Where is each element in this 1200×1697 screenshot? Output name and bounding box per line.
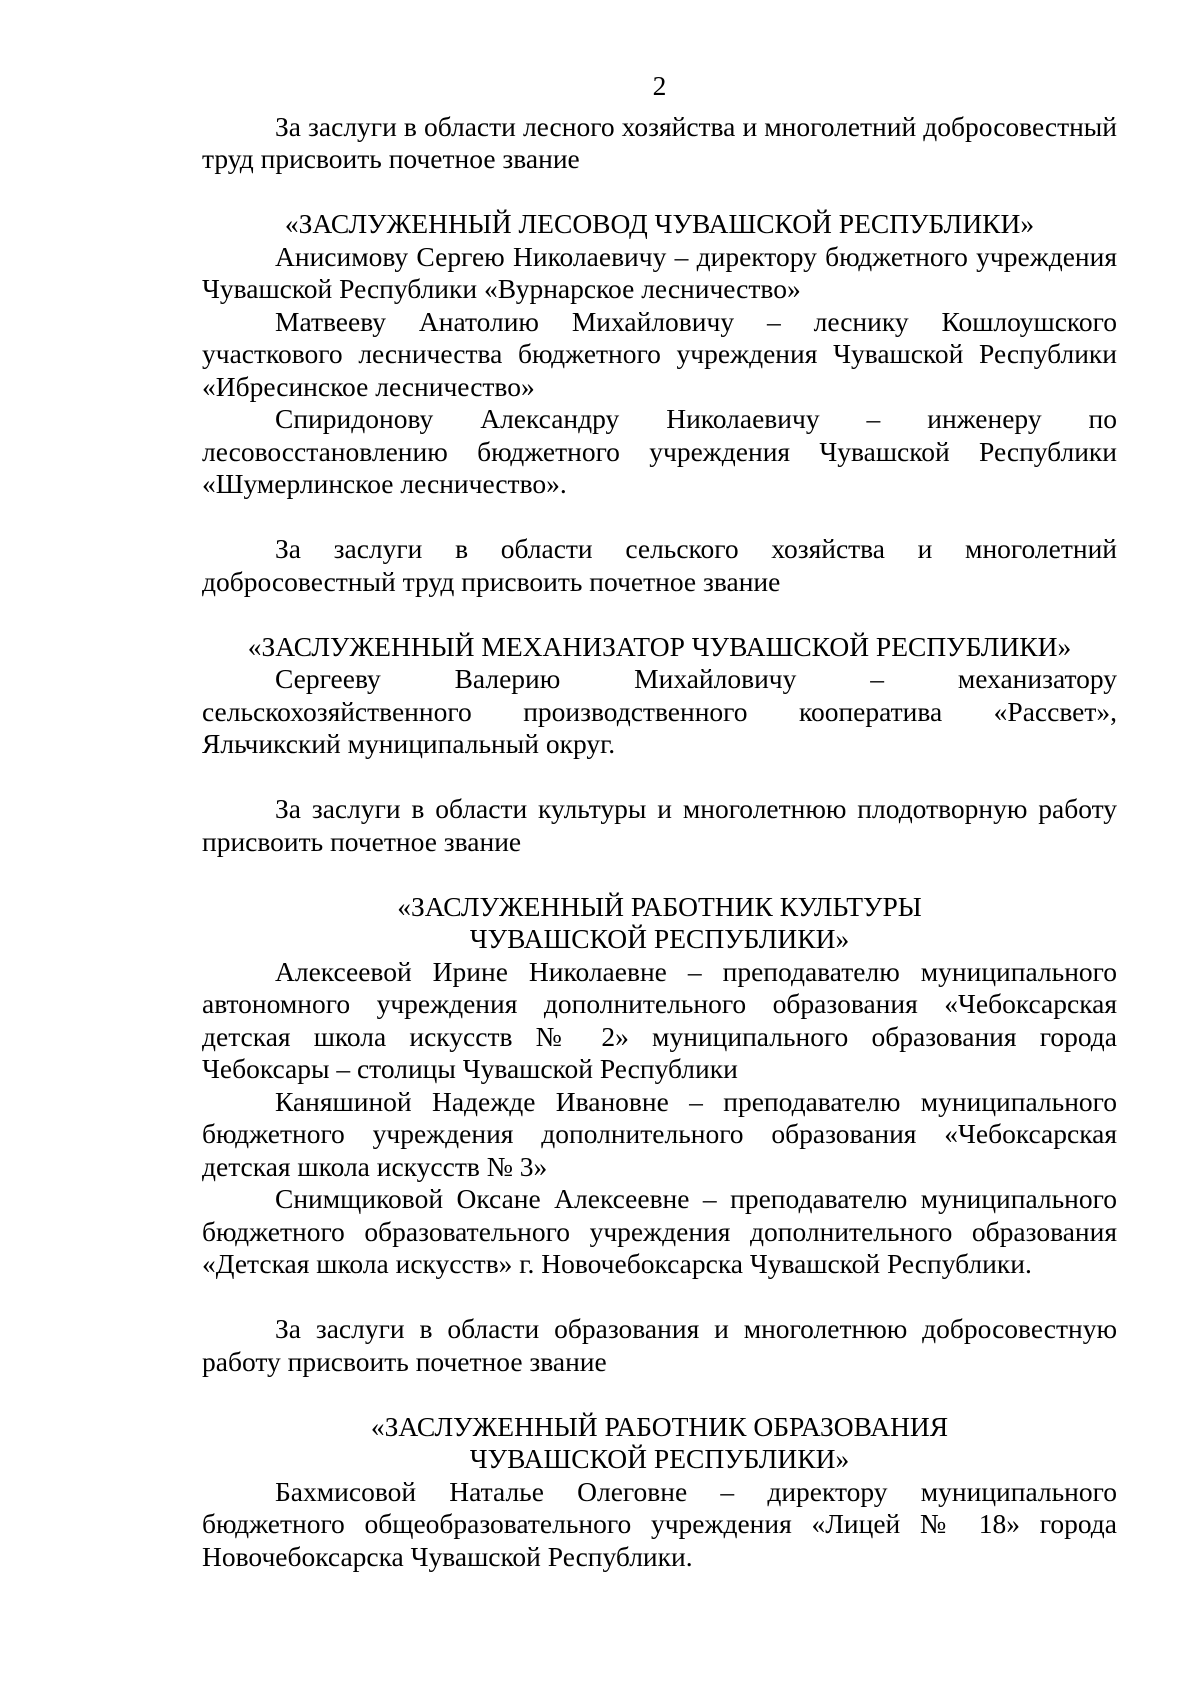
award-title bbox=[202, 1411, 1117, 1476]
section-intro: За заслуги в области лесного хозяйства и многолетний добросовестный труд присвоить почетное звание bbox=[202, 110, 1117, 174]
document-page bbox=[202, 70, 1117, 1573]
section-intro: За заслуги в области образования и многолетнюю добросовестную работу присвоить почетное звание bbox=[202, 1313, 1117, 1377]
awardee-entry: Спиридонову Александру Николаевичу – инженеру по лесовосстановлению бюджетного учреждения Чувашской Республики «Шумерлинское лесничество». bbox=[202, 403, 1117, 499]
award-section-forestry bbox=[202, 111, 1117, 501]
award-title-line: ЧУВАШСКОЙ РЕСПУБЛИКИ» bbox=[469, 1443, 850, 1474]
awardee-entry: Алексеевой Ирине Николаевне – преподавателю муниципального автономного учреждения дополнительного образования «Чебоксарская детская школа искусств № 2» муниципального образования города Чебоксары – столицы Чувашской Республики bbox=[202, 955, 1117, 1084]
award-title bbox=[202, 631, 1117, 664]
award-title-line: ЧУВАШСКОЙ РЕСПУБЛИКИ» bbox=[469, 923, 850, 954]
awardee-entry: Анисимову Сергею Николаевичу – директору бюджетного учреждения Чувашской Республики «Вурнарское лесничество» bbox=[202, 240, 1117, 304]
award-title-line: «ЗАСЛУЖЕННЫЙ РАБОТНИК КУЛЬТУРЫ bbox=[397, 890, 922, 922]
section-intro: За заслуги в области сельского хозяйства и многолетний добросовестный труд присвоить почетное звание bbox=[202, 533, 1117, 597]
award-section-culture bbox=[202, 793, 1117, 1281]
awardee-entry: Матвееву Анатолию Михайловичу – леснику Кошлоушского участкового лесничества бюджетного учреждения Чувашской Республики «Ибресинское лесничество» bbox=[202, 305, 1117, 402]
award-section-agriculture bbox=[202, 533, 1117, 761]
award-title-line: «ЗАСЛУЖЕННЫЙ РАБОТНИК ОБРАЗОВАНИЯ bbox=[370, 1410, 949, 1442]
award-title-line: «ЗАСЛУЖЕННЫЙ МЕХАНИЗАТОР ЧУВАШСКОЙ РЕСПУБЛИКИ» bbox=[247, 630, 1072, 662]
section-intro: За заслуги в области культуры и многолетнюю плодотворную работу присвоить почетное звание bbox=[202, 793, 1117, 857]
awardee-entry: Снимщиковой Оксане Алексеевне – преподавателю муниципального бюджетного образовательного учреждения дополнительного образования «Детская школа искусств» г. Новочебоксарска Чувашской Республики. bbox=[202, 1183, 1117, 1279]
award-title bbox=[202, 208, 1117, 241]
awardee-entry: Сергееву Валерию Михайловичу – механизатору сельскохозяйственного производственного кооператива «Рассвет», Яльчикский муниципальный округ. bbox=[202, 663, 1117, 759]
award-title-line: «ЗАСЛУЖЕННЫЙ ЛЕСОВОД ЧУВАШСКОЙ РЕСПУБЛИКИ» bbox=[284, 208, 1035, 239]
award-title bbox=[202, 891, 1117, 956]
awardee-entry: Бахмисовой Наталье Олеговне – директору муниципального бюджетного общеобразовательного учреждения «Лицей № 18» города Новочебоксарска Чувашской Республики. bbox=[202, 1475, 1117, 1572]
award-section-education bbox=[202, 1313, 1117, 1573]
awardee-entry: Каняшиной Надежде Ивановне – преподавателю муниципального бюджетного учреждения дополнительного образования «Чебоксарская детская школа искусств № 3» bbox=[202, 1085, 1117, 1182]
page-number: 2 bbox=[652, 70, 667, 101]
